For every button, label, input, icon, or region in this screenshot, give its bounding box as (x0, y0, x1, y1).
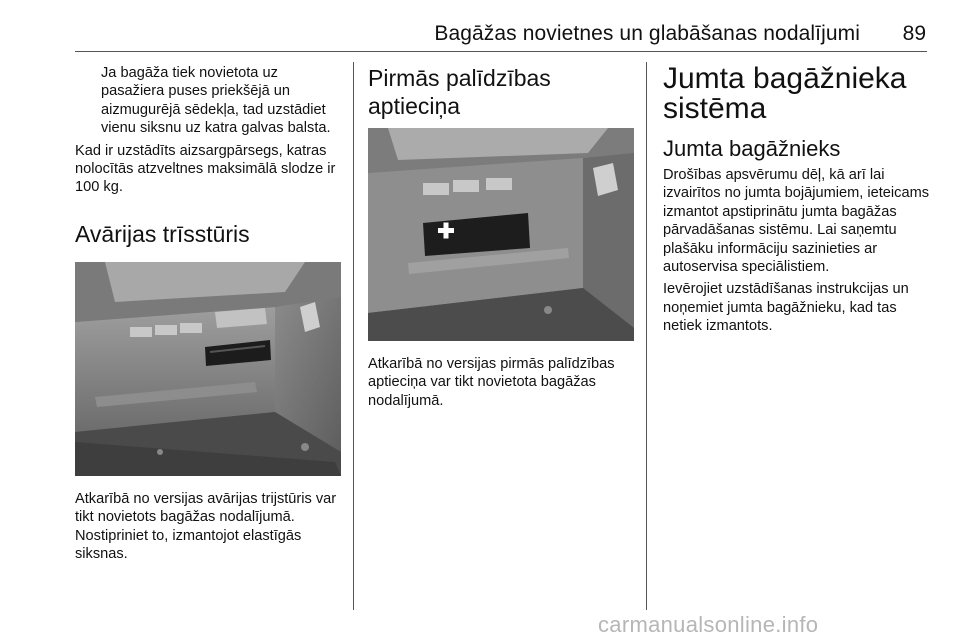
column-divider-1 (353, 62, 354, 610)
bullet-continuation: Ja bagāža tiek novietota uz pasažiera puses priekšējā un aizmugurējā sēdekļa, tad uzstādiet vienu siksnu uz katra galvas balsta. (101, 65, 331, 137)
watermark: carmanualsonline.info (598, 612, 819, 637)
roof-rack-installation-paragraph: Ievērojiet uzstādīšanas instrukcijas un noņemiet jumta bagāžnieku, kad tas netiek izmantots. (663, 281, 909, 335)
warning-triangle-heading: Avārijas trīsstūris (75, 220, 250, 247)
column-3 (663, 64, 931, 336)
roof-rack-safety-paragraph: Drošības apsvērumu dēļ, kā arī lai izvairītos no jumta bojājumiem, ieteicams izmantot apstiprinātu jumta bagāžas pārvadāšanas sistēmu. Lai saņemtu plašāku informāciju sazinieties ar autoservisa speciālistiem. (663, 167, 930, 276)
header-rule (75, 51, 927, 52)
warning-triangle-photo (75, 262, 341, 476)
protective-cover-paragraph: Kad ir uzstādīts aizsargpārsegs, katras nolocītās atzveltnes maksimālā slodze ir 100 kg. (75, 142, 336, 196)
roof-rack-subheading: Jumta bagāžnieks (663, 136, 841, 161)
column-2 (368, 64, 636, 410)
first-aid-kit-caption: Atkarībā no versijas pirmās palīdzības aptieciņa var tikt novietota bagāžas nodalījumā. (368, 356, 615, 409)
warning-triangle-caption: Atkarībā no versijas avārijas trijstūris var tikt novietots bagāžas nodalījumā. Nostipriniet to, izmantojot elastīgās siksnas. (75, 490, 337, 563)
page-header-title: Bagāžas novietnes un glabāšanas nodalījumi (434, 22, 860, 45)
roof-rack-system-heading: Jumta bagāžnieka sistēma (663, 62, 907, 125)
column-1 (75, 64, 343, 563)
first-aid-kit-heading: Pirmās palīdzības aptieciņa (368, 65, 551, 119)
first-aid-kit-photo (368, 128, 634, 341)
page-number: 89 (902, 22, 926, 45)
column-divider-2 (646, 62, 647, 610)
